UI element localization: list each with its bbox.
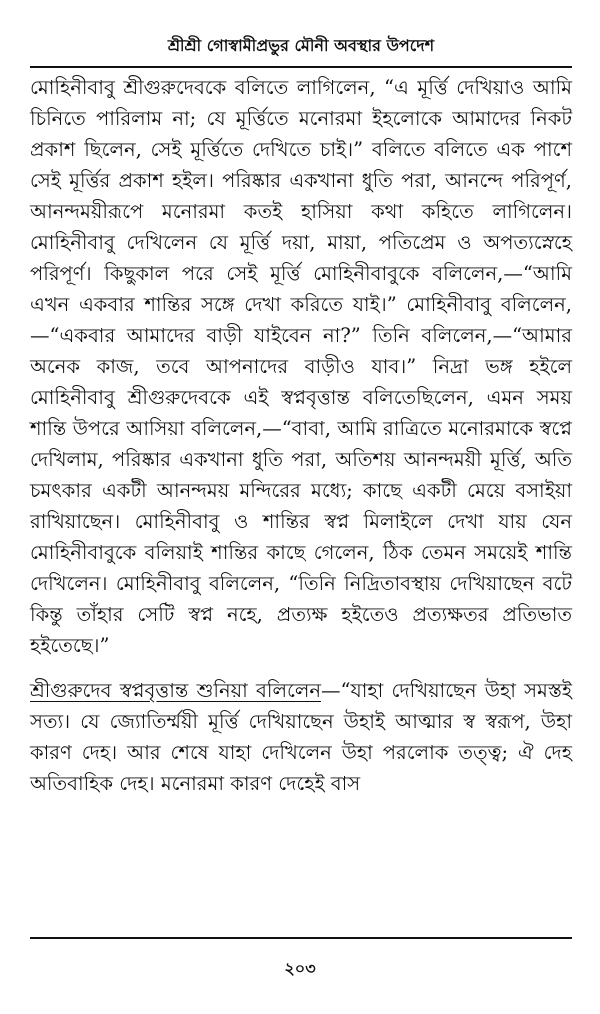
paragraph-1: মোহিনীবাবু শ্রীগুরুদেবকে বলিতে লাগিলেন, “এ মূর্ত্তি দেখিয়াও আমি চিনিতে পারিলাম না; যে মূর্ত্তিতে মনোরমা ইহলোকে আমাদের নিকট প্রকাশ ছিলেন, সেই মূর্ত্তিতে দেখিতে চাই।” বলিতে বলিতে এক পাশে সেই মূর্ত্তির প্রকাশ হইল। পরিষ্কার একখানা ধুতি পরা, আনন্দে পরিপূর্ণ, আনন্দময়ীরূপে মনোরমা কতই হাসিয়া কথা কহিতে লাগিলেন। মোহিনীবাবু দেখিলেন যে মূর্ত্তি দয়া, মায়া, পতিপ্রেম ও অপত্যস্নেহে পরিপূর্ণ। কিছুকাল পরে সেই মূর্ত্তি মোহিনীবাবুকে বলিলেন,—“আমি এখন একবার শান্তির সঙ্গে দেখা করিতে যাই।” মোহিনীবাবু বলিলেন, —“একবার আমাদের বাড়ী যাইবেন না?” তিনি বলিলেন,—“আমার অনেক কাজ, তবে আপনাদের বাড়ীও যাব।” নিদ্রা ভঙ্গ হইলে মোহিনীবাবু শ্রীগুরুদেবকে এই স্বপ্নবৃত্তান্ত বলিতেছিলেন, এমন সময় শান্তি উপরে আসিয়া বলিলেন,—“বাবা, আমি রাত্রিতে মনোরমাকে স্বপ্নে দেখিলাম, পরিষ্কার একখানা ধুতি পরা, অতিশয় আনন্দময়ী মূর্ত্তি, অতি চমৎকার একটী আনন্দময় মন্দিরের মধ্যে; কাছে একটী মেয়ে বসাইয়া রাখিয়াছেন। মোহিনীবাবু ও শান্তির স্বপ্ন মিলাইলে দেখা যায় যেন মোহিনীবাবুকে বলিয়াই শান্তির কাছে গেলেন, ঠিক তেমন সময়েই শান্তি দেখিলেন। মোহিনীবাবু বলিলেন, “তিনি নিদ্রিতাবস্থায় দেখিয়াছেন বটে কিন্তু তাঁহার সেটি স্বপ্ন নহে, প্রত্যক্ষ হইতেও প্রত্যক্ষতর প্রতিভাত হইতেছে।” — [30, 76, 572, 657]
running-header — [30, 22, 572, 68]
paragraph-2-text: —“যাহা দেখিয়াছেন উহা সমস্তই সত্য। যে জ্যোতির্ম্ময়ী মূর্ত্তি দেখিয়াছেন উহাই আত্মার স্ব স্বরূপ, উহা কারণ দেহ। আর শেষে যাহা দেখিলেন উহা পরলোক তত্ত্ব; ঐ দেহ অতিবাহিক দেহ। মনোরমা কারণ দেহেই বাস — [30, 679, 573, 795]
paragraph-2 — [30, 675, 572, 799]
footer-rule — [30, 937, 572, 939]
body-text — [30, 72, 572, 799]
underlined-phrase: শ্রীগুরুদেব স্বপ্নবৃত্তান্ত শুনিয়া বলিলেন — [30, 679, 321, 702]
page-number: ২০৩ — [284, 959, 316, 978]
header-title: শ্রীশ্রী গোস্বামীপ্রভুর মৌনী অবস্থার উপদেশ — [167, 36, 435, 55]
